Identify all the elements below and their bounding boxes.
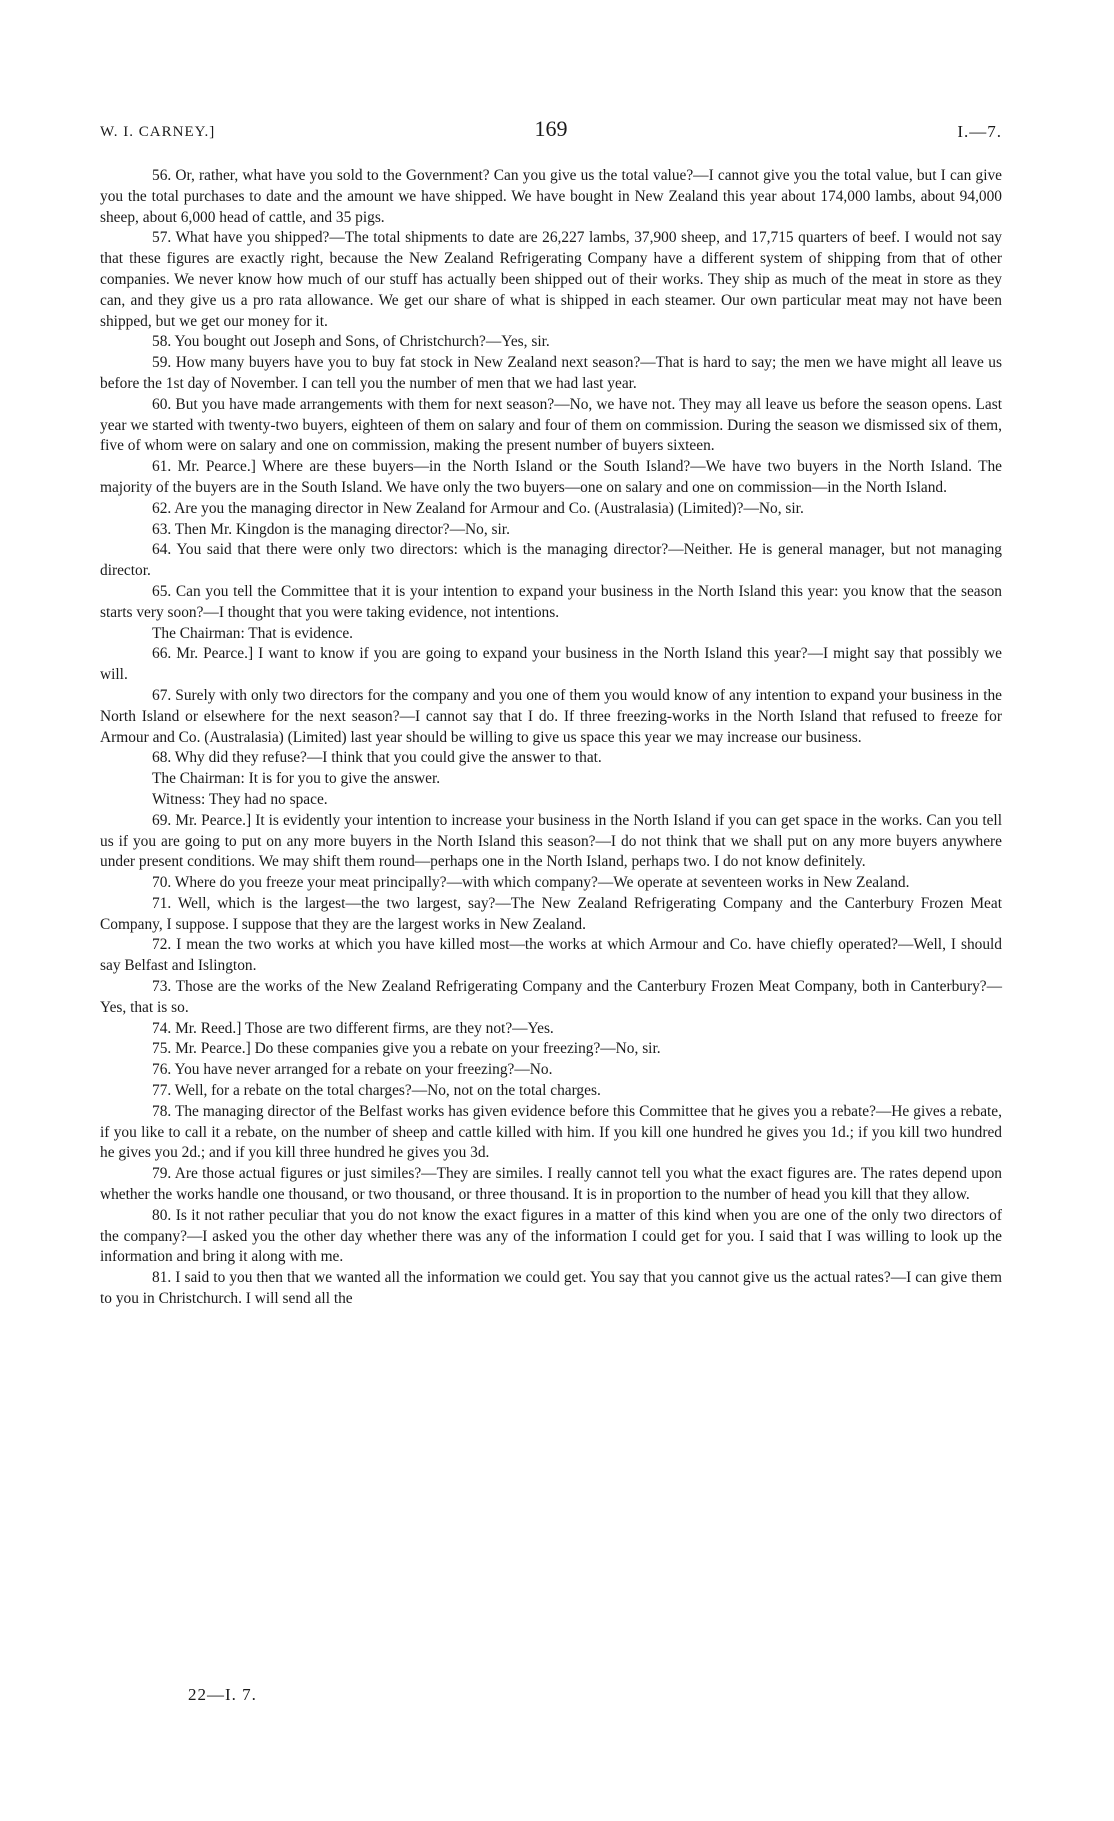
paragraph: 69. Mr. Pearce.] It is evidently your intention to increase your business in the North Island if you can get space in the works. Can you tell us if you are going to put on any more buyers in the North Island this season?—I do not think that we shall put on any more buyers anywhere under present conditions. We may shift them round—perhaps one in the North Island, perhaps two. I do not know definitely. [100,811,1002,871]
paragraph: 64. You said that there were only two directors: which is the managing director?—Neither. He is general manager, but not managing director. [100,541,1002,580]
paragraph: 57. What have you shipped?—The total shipments to date are 26,227 lambs, 37,900 sheep, and 17,715 quarters of beef. I would not say that these figures are exactly right, because the New Zealand Refrigerating Company have a different system of shipping from that of other companies. We never know how much of our stuff has actually been shipped out of their works. They ship as much of the meat in store as they can, and they give us a pro rata allowance. We get our share of what is shipped in each steamer. Our own particular meat may not have been shipped, but we get our money for it. [100,229,1002,330]
paragraph: 78. The managing director of the Belfast works has given evidence before this Committee that he gives you a rebate?—He gives a rebate, if you like to call it a rebate, on the number of sheep and cattle killed with him. If you kill one hundred he gives you 1d.; if you kill two hundred he gives you 2d.; and if you kill three hundred he gives you 3d. [100,1102,1002,1162]
paragraph: 79. Are those actual figures or just similes?—They are similes. I really cannot tell you what the exact figures are. The rates depend upon whether the works handle one thousand, or two thousand, or three thousand. It is in proportion to the number of head you kill that they allow. [100,1165,1002,1204]
paragraph: 74. Mr. Reed.] Those are two different firms, are they not?—Yes. [152,1019,554,1037]
paragraph: 65. Can you tell the Committee that it is your intention to expand your business in the North Island this year: you know that the season starts very soon?—I thought that you were taking evidence, not intentions. [100,582,1002,621]
paragraph: 59. How many buyers have you to buy fat stock in New Zealand next season?—That is hard to say; the men we have might all leave us before the 1st day of November. I can tell you the number of men that we had last year. [100,354,1002,392]
paragraph: 80. Is it not rather peculiar that you do not know the exact figures in a matter of this kind when you are one of the only two directors of the company?—I asked you the other day whether there was any of the information I could get for you. I said that I was willing to look up the information and bring it along with me. [100,1206,1002,1266]
paragraph: 56. Or, rather, what have you sold to the Government? Can you give us the total value?—I cannot give you the total value, but I can give you the total purchases to date and the amount we have shipped. We have bought in New Zealand this year about 174,000 lambs, about 94,000 sheep, about 6,000 head of cattle, and 35 pigs. [100,167,1002,226]
paragraph: 66. Mr. Pearce.] I want to know if you are going to expand your business in the North Island this year?—I might say that possibly we will. [100,645,1002,684]
page-number: 169 [534,116,568,141]
paragraph: 61. Mr. Pearce.] Where are these buyers—in the North Island or the South Island?—We have two buyers in the North Island. The majority of the buyers are in the South Island. We have only the two buyers—one on salary and one on commission—in the North Island. [100,458,1002,496]
paragraph: 67. Surely with only two directors for the company and you one of them you would know of any intention to expand your business in the North Island or elsewhere for the next season?—I cannot say that I do. If three freezing-works in the North Island that refused to freeze for Armour and Co. (Australasia) (Limited) last year should be willing to give us space this year we may increase our business. [100,686,1002,746]
signature-mark: 22—I. 7. [188,1685,257,1704]
paragraph: 71. Well, which is the largest—the two largest, say?—The New Zealand Refrigerating Company and the Canterbury Frozen Meat Company, I suppose. I suppose that they are the largest works in New Zealand. [100,894,1002,933]
paper-reference: I.—7. [957,122,1002,141]
paragraph: Witness: They had no space. [152,790,328,808]
paragraph: 73. Those are the works of the New Zealand Refrigerating Company and the Canterbury Frozen Meat Company, both in Canterbury?—Yes, that is so. [100,978,1002,1016]
document-body [100,166,1002,1310]
paragraph: 75. Mr. Pearce.] Do these companies give you a rebate on your freezing?—No, sir. [152,1040,661,1058]
paragraph: 68. Why did they refuse?—I think that you could give the answer to that. [152,749,602,767]
paragraph: 76. You have never arranged for a rebate on your freezing?—No. [152,1061,553,1079]
paragraph: 58. You bought out Joseph and Sons, of Christchurch?—Yes, sir. [152,333,550,351]
page-header [100,116,1002,146]
paragraph: 63. Then Mr. Kingdon is the managing director?—No, sir. [152,520,510,538]
paragraph: The Chairman: That is evidence. [152,624,354,642]
paragraph: 70. Where do you freeze your meat principally?—with which company?—We operate at seventeen works in New Zealand. [152,874,910,892]
paragraph: 60. But you have made arrangements with them for next season?—No, we have not. They may all leave us before the season opens. Last year we started with twenty-two buyers, eighteen of them on salary and four of them on commission. During the season we dismissed six of them, five of whom were on salary and one on commission, making the present number of buyers sixteen. [100,395,1002,455]
paragraph: The Chairman: It is for you to give the answer. [152,770,441,788]
paragraph: 62. Are you the managing director in New Zealand for Armour and Co. (Australasia) (Limited)?—No, sir. [152,499,804,517]
witness-name: W. I. CARNEY.] [100,124,216,140]
paragraph: 81. I said to you then that we wanted all the information we could get. You say that you cannot give us the actual rates?—I can give them to you in Christchurch. I will send all the [100,1269,1002,1308]
paragraph: 72. I mean the two works at which you have killed most—the works at which Armour and Co. have chiefly operated?—Well, I should say Belfast and Islington. [100,936,1002,975]
paragraph: 77. Well, for a rebate on the total charges?—No, not on the total charges. [152,1082,601,1100]
